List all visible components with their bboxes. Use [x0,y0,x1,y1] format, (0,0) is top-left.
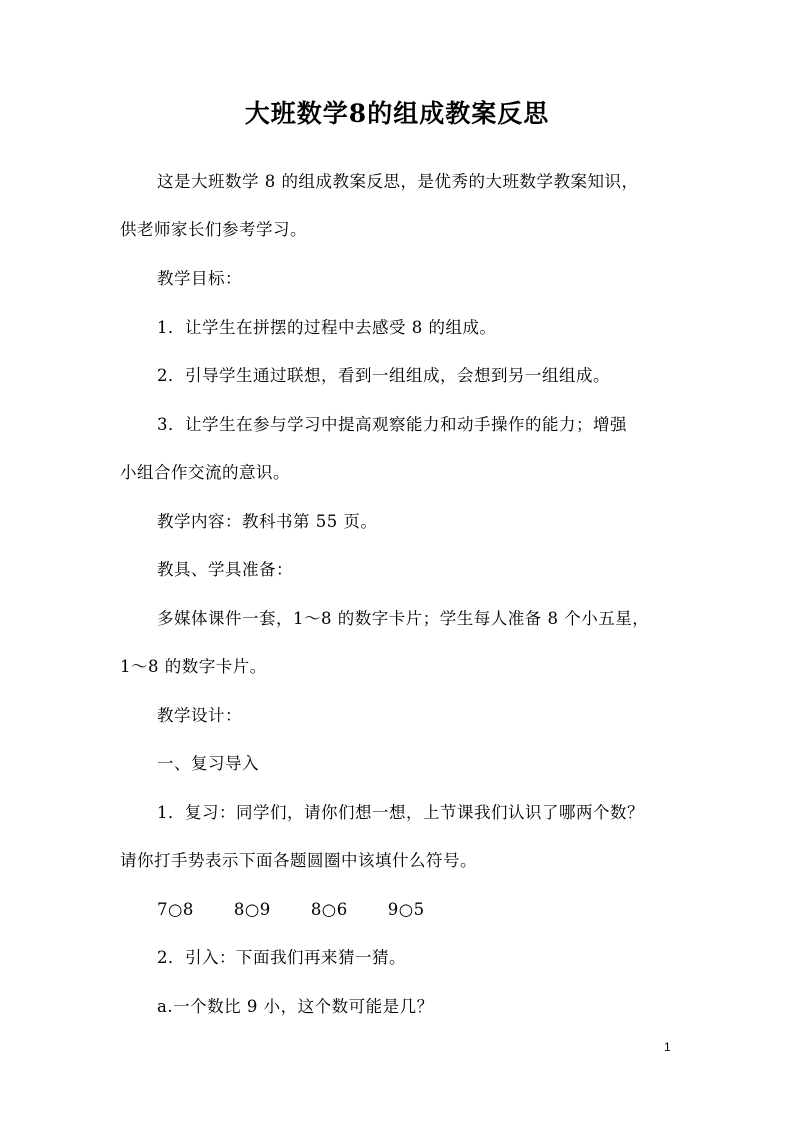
intro-guess: 2．引入：下面我们再来猜一猜。 [157,948,406,967]
goal-3-line2: 小组合作交流的意识。 [120,463,290,482]
comparison-3: 8○6 [310,900,348,919]
design-heading: 教学设计： [157,706,242,725]
paragraph-intro-line1: 这是大班数学 8 的组成教案反思，是优秀的大班数学教案知识， [157,172,639,191]
review-line2: 请你打手势表示下面各题圆圈中该填什么符号。 [120,851,477,870]
goal-1: 1．让学生在拼摆的过程中去感受 8 的组成。 [157,318,497,337]
goal-3-line1: 3．让学生在参与学习中提高观察能力和动手操作的能力；增强 [157,415,627,434]
section-1-heading: 一、复习导入 [157,754,259,773]
prep-line2: 1～8 的数字卡片。 [120,657,267,676]
page-number: 1 [664,1040,671,1054]
comparison-row [157,898,425,922]
document-title: 大班数学8的组成教案反思 [244,99,550,128]
prep-line1: 多媒体课件一套，1～8 的数字卡片；学生每人准备 8 个小五星， [157,609,650,628]
comparison-2: 8○9 [233,900,271,919]
goal-2: 2．引导学生通过联想，看到一组组成，会想到另一组组成。 [157,366,610,385]
goals-heading: 教学目标： [157,269,242,288]
teaching-content: 教学内容：教科书第 55 页。 [157,512,378,531]
review-line1: 1．复习：同学们，请你们想一想，上节课我们认识了哪两个数？ [157,803,644,822]
question-a: a.一个数比 9 小，这个数可能是几？ [157,997,434,1016]
comparison-1: 7○8 [157,900,194,919]
prep-heading: 教具、学具准备： [157,560,293,579]
paragraph-intro-line2: 供老师家长们参考学习。 [120,220,307,239]
comparison-4: 9○5 [387,900,425,919]
